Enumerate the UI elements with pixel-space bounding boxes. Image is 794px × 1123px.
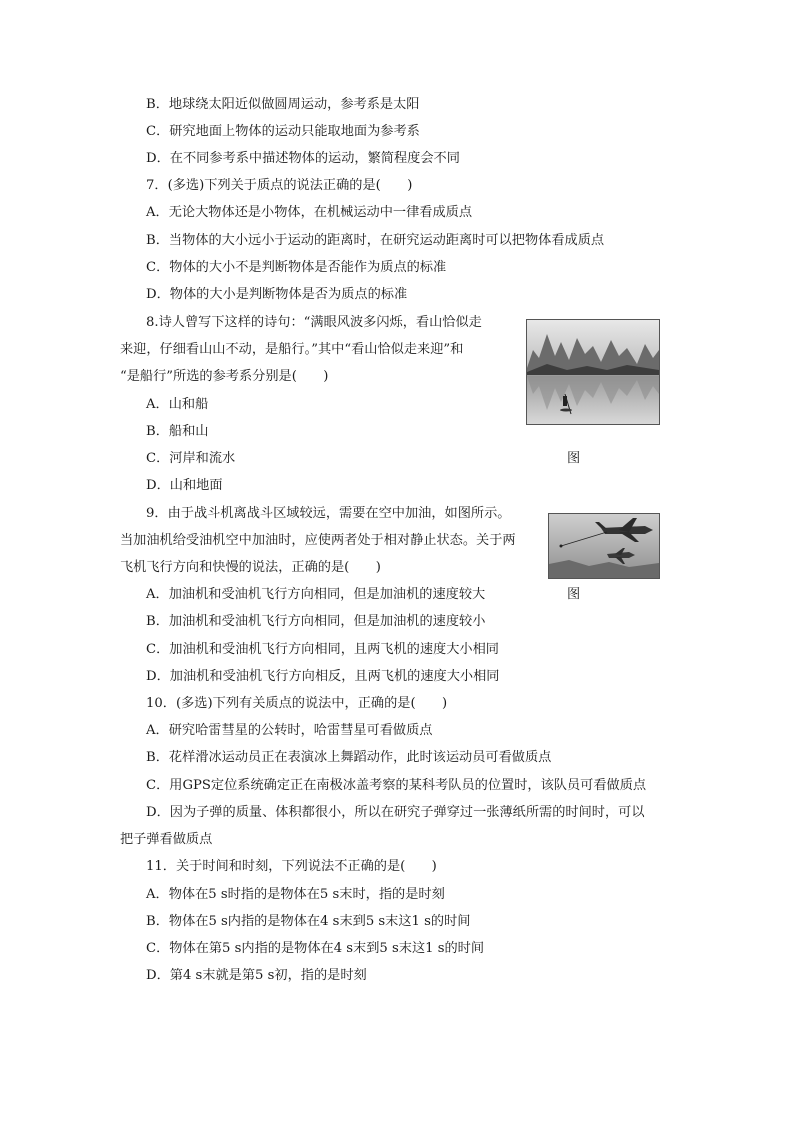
q9-option-b: B．加油机和受油机飞行方向相同，但是加油机的速度较小	[146, 614, 486, 629]
q7-option-c: C．物体的大小不是判断物体是否能作为质点的标准	[146, 260, 447, 275]
q9-option-d: D．加油机和受油机飞行方向相反，且两飞机的速度大小相同	[146, 669, 500, 684]
landscape-figure	[526, 319, 660, 425]
q8-figure-label: 图	[567, 451, 581, 466]
q10-option-c: C．用GPS定位系统确定正在南极冰盖考察的某科考队员的位置时，该队员可看做质点	[146, 778, 647, 793]
q8-stem-line1: 8.诗人曾写下这样的诗句：“满眼风波多闪烁，看山恰似走	[146, 315, 482, 330]
q9-option-c: C．加油机和受油机飞行方向相同，且两飞机的速度大小相同	[146, 642, 499, 657]
refueling-figure	[548, 513, 660, 579]
q9-figure-label: 图	[567, 587, 581, 602]
q6-option-d: D．在不同参考系中描述物体的运动，繁简程度会不同	[146, 151, 460, 166]
q9-stem-line1: 9．由于战斗机离战斗区域较远，需要在空中加油，如图所示。	[146, 506, 511, 521]
river-mountain-image	[527, 320, 659, 424]
q7-stem: 7．(多选)下列关于质点的说法正确的是( )	[146, 178, 413, 193]
q7-option-a: A．无论大物体还是小物体，在机械运动中一律看成质点	[146, 205, 473, 220]
q11-stem: 11．关于时间和时刻，下列说法不正确的是( )	[146, 859, 437, 874]
q11-option-d: D．第4 s末就是第5 s初，指的是时刻	[146, 968, 367, 983]
q10-option-a: A．研究哈雷彗星的公转时，哈雷彗星可看做质点	[146, 723, 433, 738]
q8-option-c: C．河岸和流水	[146, 451, 236, 466]
q7-option-b: B．当物体的大小远小于运动的距离时，在研究运动距离时可以把物体看成质点	[146, 233, 605, 248]
q9-option-a: A．加油机和受油机飞行方向相同，但是加油机的速度较大	[146, 587, 486, 602]
q11-option-c: C．物体在第5 s内指的是物体在4 s末到5 s末这1 s的时间	[146, 941, 485, 956]
q7-option-d: D．物体的大小是判断物体是否为质点的标准	[146, 287, 408, 302]
q10-stem: 10．(多选)下列有关质点的说法中，正确的是( )	[146, 696, 448, 711]
q8-stem-line3: “是船行”所选的参考系分别是( )	[120, 369, 329, 384]
aircraft-refueling-image	[549, 514, 659, 578]
q10-option-b: B．花样滑冰运动员正在表演冰上舞蹈动作，此时该运动员可看做质点	[146, 750, 552, 765]
q6-option-c: C．研究地面上物体的运动只能取地面为参考系	[146, 124, 420, 139]
q9-stem-line2: 当加油机给受油机空中加油时，应使两者处于相对静止状态。关于两	[120, 533, 516, 548]
q11-option-b: B．物体在5 s内指的是物体在4 s末到5 s末这1 s的时间	[146, 914, 471, 929]
q10-option-d-line1: D．因为子弹的质量、体积都很小，所以在研究子弹穿过一张薄纸所需的时间时，可以	[146, 805, 645, 820]
q8-option-d: D．山和地面	[146, 478, 223, 493]
q8-option-a: A．山和船	[146, 397, 209, 412]
q9-stem-line3: 飞机飞行方向和快慢的说法，正确的是( )	[120, 560, 381, 575]
q6-option-b: B．地球绕太阳近似做圆周运动，参考系是太阳	[146, 97, 420, 112]
q10-option-d-line2: 把子弹看做质点	[120, 832, 213, 847]
q8-option-b: B．船和山	[146, 424, 209, 439]
q8-stem-line2: 来迎，仔细看山山不动，是船行。”其中“看山恰似走来迎”和	[120, 342, 464, 357]
q11-option-a: A．物体在5 s时指的是物体在5 s末时，指的是时刻	[146, 887, 445, 902]
